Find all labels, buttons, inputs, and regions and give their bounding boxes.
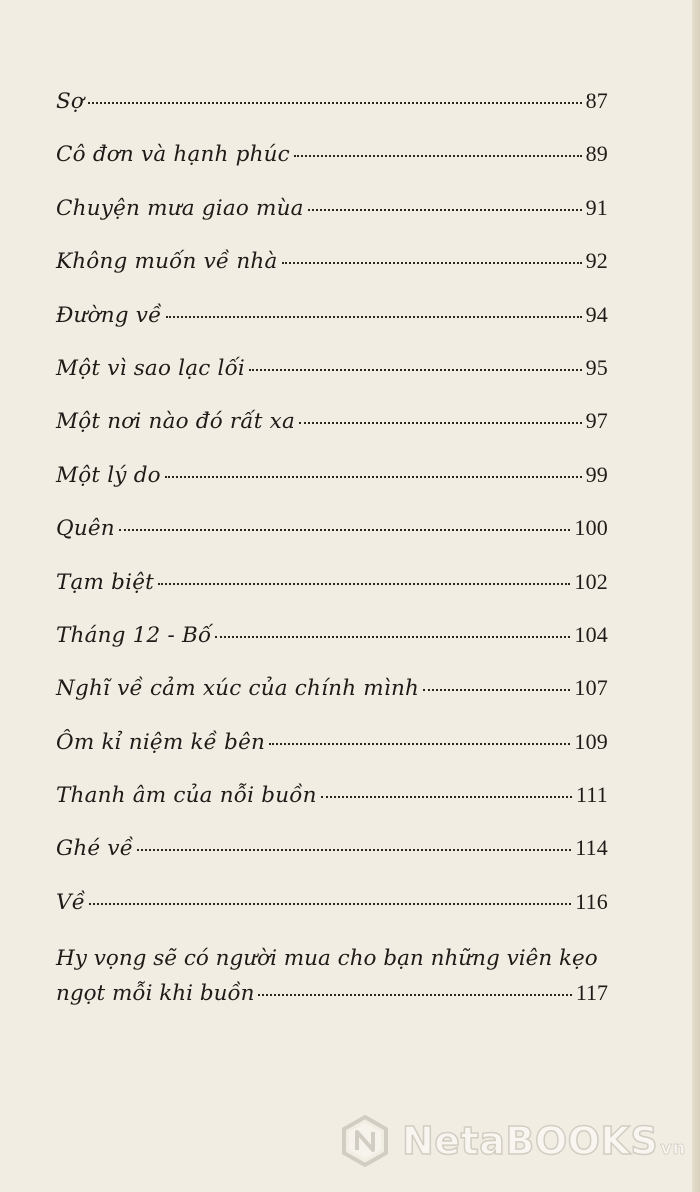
toc-entry-title: Nghĩ về cảm xúc của chính mình — [56, 676, 420, 702]
toc-entry-title: Quên — [56, 516, 115, 542]
toc-entry — [56, 622, 608, 675]
toc-entry-page: 97 — [585, 408, 608, 434]
toc-leader-dots — [269, 743, 570, 745]
toc-entry-page: 87 — [585, 88, 608, 113]
toc-entry — [56, 729, 608, 782]
toc-leader-dots — [158, 583, 570, 585]
toc-entry — [56, 462, 608, 515]
toc-entry-title: Sợ — [56, 89, 85, 114]
toc-entry-page: 104 — [574, 621, 608, 647]
toc-entry-page: 107 — [574, 675, 608, 701]
toc-leader-dots — [258, 994, 571, 996]
toc-entry-title: Một nơi nào đó rất xa — [56, 409, 295, 435]
toc-entry-multiline — [56, 946, 608, 1020]
table-of-contents — [56, 88, 608, 1020]
toc-entry-page: 94 — [585, 301, 608, 327]
toc-entry — [56, 675, 608, 728]
toc-leader-dots — [215, 636, 570, 638]
toc-entry-page: 100 — [574, 515, 608, 541]
toc-entry — [56, 569, 608, 622]
toc-entry-title: Cô đơn và hạnh phúc — [56, 142, 290, 168]
toc-entry-title: Chuyện mưa giao mùa — [56, 195, 304, 221]
toc-leader-dots — [423, 689, 570, 691]
toc-entry-page: 111 — [576, 782, 608, 808]
netabooks-logo-icon — [338, 1114, 392, 1168]
toc-entry-title: Ôm kỉ niệm kề bên — [56, 729, 266, 755]
toc-entry — [56, 88, 608, 141]
toc-entry-title: Tháng 12 - Bố — [56, 622, 212, 648]
toc-leader-dots — [294, 155, 582, 157]
toc-entry — [56, 889, 608, 942]
watermark-brand: NetaBOOKS — [402, 1119, 659, 1163]
toc-leader-dots — [88, 102, 582, 104]
toc-entry-page: 89 — [585, 141, 608, 167]
watermark-suffix: vn — [660, 1138, 686, 1159]
toc-entry-page: 99 — [585, 461, 608, 487]
toc-entry-title-line1: Hy vọng sẽ có người mua cho bạn những viên kẹo — [56, 946, 598, 972]
page-edge — [692, 0, 700, 1192]
toc-entry-page: 92 — [585, 248, 608, 274]
toc-entry — [56, 248, 608, 301]
toc-entry-page: 102 — [574, 568, 608, 594]
toc-entry-line2-row — [56, 980, 608, 1020]
toc-leader-dots — [165, 476, 582, 478]
toc-entry-page: 114 — [575, 835, 608, 861]
toc-entry-page: 91 — [585, 194, 608, 220]
toc-entry-title: Đường về — [56, 302, 162, 328]
toc-entry — [56, 835, 608, 888]
toc-leader-dots — [166, 316, 582, 318]
toc-entry — [56, 141, 608, 194]
toc-entry-title: Thanh âm của nỗi buồn — [56, 783, 317, 809]
toc-leader-dots — [89, 903, 571, 905]
watermark-text — [402, 1119, 686, 1163]
toc-leader-dots — [119, 529, 571, 531]
toc-leader-dots — [249, 369, 582, 371]
netabooks-watermark — [338, 1108, 688, 1174]
toc-entry — [56, 355, 608, 408]
toc-leader-dots — [308, 209, 582, 211]
toc-entry-page: 116 — [575, 888, 608, 914]
toc-entry-page: 109 — [574, 728, 608, 754]
toc-entry-title: Ghé về — [56, 836, 134, 862]
toc-leader-dots — [321, 796, 572, 798]
toc-leader-dots — [282, 262, 582, 264]
toc-entry-page: 117 — [575, 980, 608, 1006]
toc-leader-dots — [299, 422, 582, 424]
toc-entry-title: Tạm biệt — [56, 569, 154, 595]
toc-entry — [56, 782, 608, 835]
toc-entry-title: Một lý do — [56, 462, 161, 488]
toc-entry — [56, 515, 608, 568]
toc-entry-title-line2: ngọt mỗi khi buồn — [56, 981, 255, 1007]
toc-entry — [56, 302, 608, 355]
toc-entry-title: Về — [56, 889, 86, 915]
toc-entry-page: 95 — [585, 354, 608, 380]
toc-leader-dots — [137, 849, 571, 851]
toc-entry — [56, 195, 608, 248]
toc-entry-title: Không muốn về nhà — [56, 249, 278, 275]
toc-entry-title: Một vì sao lạc lối — [56, 355, 245, 381]
toc-entry — [56, 408, 608, 461]
